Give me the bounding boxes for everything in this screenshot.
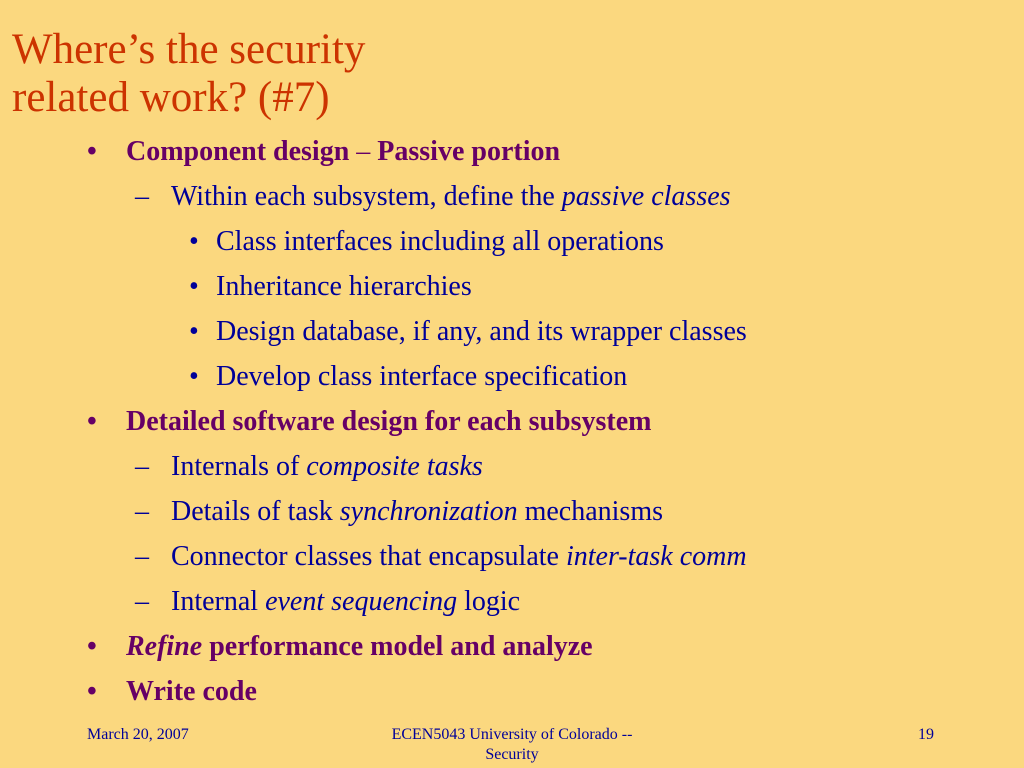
bullet-text: Write code [126, 676, 257, 707]
bullet-marker: • [189, 226, 199, 257]
dash-marker: – [135, 496, 149, 527]
dash-marker: – [135, 451, 149, 482]
bullet-marker: • [87, 631, 97, 662]
slide-title-line-1: Where’s the security [12, 26, 366, 73]
sub-bullet-text-plain: Internals of [171, 451, 307, 482]
bullet-marker: • [189, 271, 199, 302]
bullet-text-bold-2: Passive portion [377, 136, 561, 167]
bullet-marker: • [189, 316, 199, 347]
sub-bullet-text [171, 539, 747, 575]
sub-bullet-text-italic: synchronization [339, 496, 518, 527]
sub-sub-bullet-text: Class interfaces including all operations [216, 226, 664, 257]
bullet-text-dash: – [349, 136, 378, 167]
slide-title [12, 26, 365, 122]
bullet-text: Detailed software design for each subsystem [126, 406, 652, 437]
sub-sub-bullet-text: Design database, if any, and its wrapper classes [216, 316, 747, 347]
sub-bullet-text [171, 494, 663, 530]
dash-marker: – [135, 541, 149, 572]
bullet-marker: • [189, 361, 199, 392]
sub-bullet-text-suffix: mechanisms [517, 496, 664, 527]
sub-bullet-text-suffix: logic [457, 586, 521, 617]
sub-bullet-text-plain: Within each subsystem, define the [171, 181, 562, 212]
sub-bullet-text-italic: inter-task comm [565, 541, 747, 572]
footer-date: March 20, 2007 [87, 726, 189, 743]
dash-marker: – [135, 586, 149, 617]
slide-title-line-2: related work? (#7) [12, 74, 330, 121]
bullet-text-bold: Component design [126, 136, 350, 167]
bullet-marker: • [87, 676, 97, 707]
bullet-marker: • [87, 406, 97, 437]
sub-bullet-text [171, 179, 731, 215]
sub-bullet-text-plain: Internal [171, 586, 266, 617]
sub-bullet-text [171, 584, 520, 620]
sub-bullet-text-italic: passive classes [561, 181, 731, 212]
bullet-text [126, 134, 560, 170]
sub-bullet-text-plain: Connector classes that encapsulate [171, 541, 566, 572]
bullet-marker: • [87, 136, 97, 167]
footer-course [352, 725, 672, 765]
sub-bullet-text-italic: event sequencing [265, 586, 458, 617]
bullet-text [126, 629, 593, 665]
sub-bullet-text-italic: composite tasks [306, 451, 483, 482]
bullet-text-italic: Refine [126, 631, 203, 662]
footer-course-line-2: Security [485, 746, 539, 763]
sub-sub-bullet-text: Inheritance hierarchies [216, 271, 472, 302]
footer-course-line-1: ECEN5043 University of Colorado -- [391, 726, 633, 743]
sub-bullet-text-plain: Details of task [171, 496, 340, 527]
sub-bullet-text [171, 449, 483, 485]
dash-marker: – [135, 181, 149, 212]
footer-page-number: 19 [918, 726, 934, 743]
bullet-text-suffix: performance model and analyze [202, 631, 593, 662]
sub-sub-bullet-text: Develop class interface specification [216, 361, 628, 392]
